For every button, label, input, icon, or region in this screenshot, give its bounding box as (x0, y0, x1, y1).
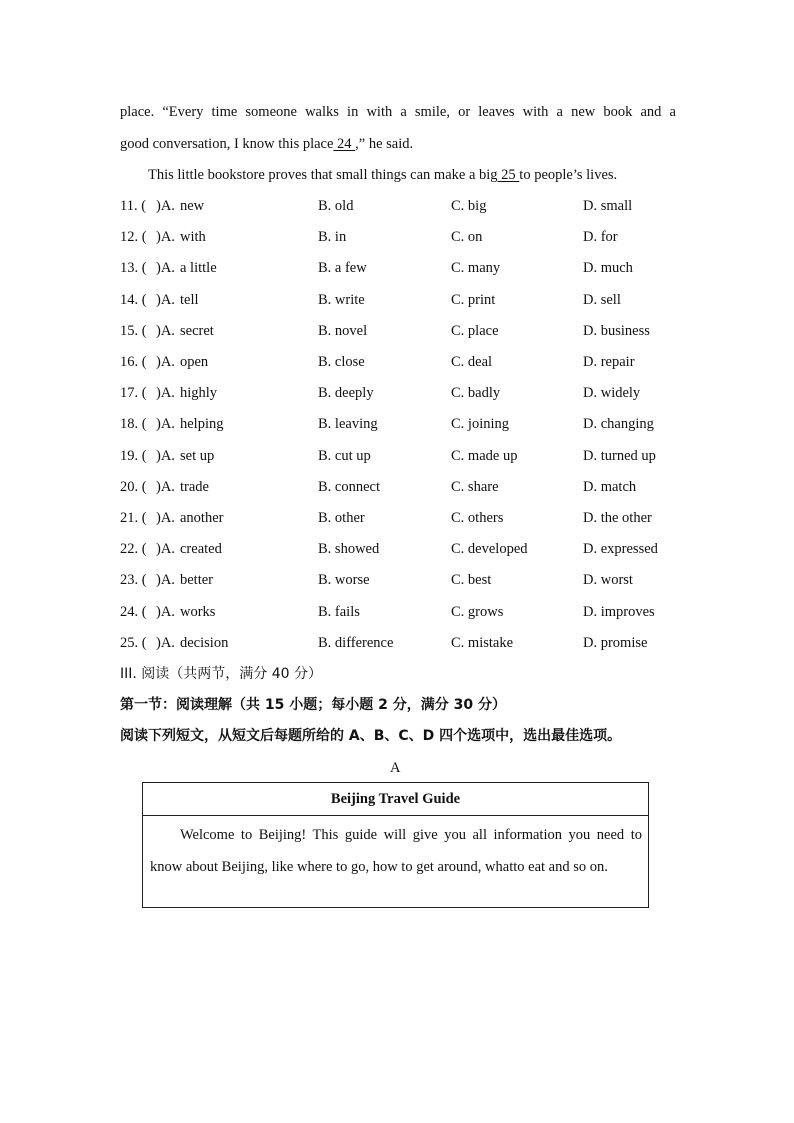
answer-paren: )A. (156, 634, 175, 651)
answer-paren: )A. (156, 478, 175, 495)
option-a: created (180, 541, 222, 558)
question-row (120, 477, 680, 497)
section-title: III. 阅读（共两节，满分 40 分） (120, 666, 323, 682)
question-row (120, 633, 680, 653)
question-row (120, 570, 680, 590)
passage-line-3-end: to people’s lives. (519, 167, 618, 183)
question-number: 18. ( (120, 416, 147, 433)
answer-paren: )A. (156, 416, 175, 433)
option-b: B. leaving (318, 416, 378, 433)
option-d: D. widely (583, 385, 641, 402)
travel-guide-title: Beijing Travel Guide (143, 783, 648, 816)
question-row (120, 446, 680, 466)
option-c: C. made up (451, 447, 518, 464)
option-b: B. write (318, 291, 365, 308)
option-d: D. repair (583, 354, 635, 370)
section-instruction: 阅读下列短文，从短文后每题所给的 A、B、C、D 四个选项中，选出最佳选项。 (120, 728, 622, 744)
option-c: C. joining (451, 416, 510, 433)
option-a: secret (180, 322, 214, 339)
answer-paren: )A. (156, 354, 175, 370)
option-c: C. others (451, 510, 504, 526)
option-a: tell (180, 291, 199, 308)
option-d: D. promise (583, 634, 648, 651)
question-row (120, 196, 680, 216)
option-c: C. badly (451, 385, 501, 402)
question-number: 15. ( (120, 322, 147, 339)
option-d: D. much (583, 260, 633, 277)
option-b: B. a few (318, 260, 367, 277)
question-number: 24. ( (120, 603, 147, 620)
question-row (120, 414, 680, 434)
option-b: B. other (318, 510, 365, 526)
option-d: D. business (583, 322, 650, 339)
answer-paren: )A. (156, 447, 175, 464)
answer-paren: )A. (156, 541, 175, 558)
question-row (120, 352, 680, 372)
question-row (120, 290, 680, 310)
option-b: B. connect (318, 478, 381, 495)
question-row (120, 539, 680, 559)
option-a: works (180, 603, 216, 620)
option-b: B. showed (318, 541, 380, 558)
question-number: 16. ( (120, 354, 147, 370)
option-c: C. grows (451, 603, 504, 620)
option-a: new (180, 198, 205, 214)
answer-paren: )A. (156, 260, 175, 277)
option-c: C. deal (451, 354, 493, 370)
option-b: B. worse (318, 572, 370, 589)
option-c: C. share (451, 478, 499, 495)
option-c: C. best (451, 572, 492, 589)
option-c: C. mistake (451, 634, 514, 651)
question-row (120, 258, 680, 278)
option-a: another (180, 510, 224, 526)
option-a: decision (180, 634, 229, 651)
passage-line-2-end: ,” he said. (355, 136, 414, 152)
option-b: B. difference (318, 634, 394, 651)
question-row (120, 383, 680, 403)
option-b: B. cut up (318, 447, 371, 464)
question-row (120, 508, 680, 528)
answer-paren: )A. (156, 229, 175, 246)
answer-paren: )A. (156, 603, 175, 620)
passage-line-2 (120, 134, 676, 154)
question-row (120, 227, 680, 247)
option-d: D. expressed (583, 541, 658, 558)
answer-paren: )A. (156, 198, 175, 214)
option-b: B. novel (318, 322, 368, 339)
option-a: set up (180, 447, 215, 464)
travel-guide-box (142, 782, 649, 908)
option-c: C. big (451, 198, 487, 214)
option-c: C. many (451, 260, 501, 277)
question-number: 21. ( (120, 510, 147, 526)
option-a: highly (180, 385, 218, 402)
option-a: trade (180, 478, 209, 495)
passage-line-1: place. “Every time someone walks in with a smile, or leaves with a new book and a (120, 104, 676, 120)
option-d: D. match (583, 478, 637, 495)
option-d: D. sell (583, 291, 621, 308)
option-d: D. small (583, 198, 633, 214)
option-a: a little (180, 260, 217, 277)
question-number: 20. ( (120, 478, 147, 495)
question-number: 12. ( (120, 229, 147, 246)
option-c: C. developed (451, 541, 528, 558)
question-number: 22. ( (120, 541, 147, 558)
option-c: C. on (451, 229, 483, 246)
option-d: D. turned up (583, 447, 656, 464)
option-b: B. close (318, 354, 365, 370)
option-d: D. changing (583, 416, 654, 433)
passage-line-2-start: good conversation, I know this place (120, 136, 334, 152)
question-number: 14. ( (120, 291, 147, 308)
question-number: 23. ( (120, 572, 147, 589)
option-b: B. deeply (318, 385, 374, 402)
option-c: C. place (451, 322, 499, 339)
option-b: B. old (318, 198, 354, 214)
option-b: B. fails (318, 603, 360, 620)
travel-guide-body: Welcome to Beijing! This guide will give you all information you need to know about Beijing, like where to go, how to get around, whatto eat and so on. (150, 827, 642, 875)
question-number: 13. ( (120, 260, 147, 277)
option-b: B. in (318, 229, 347, 246)
answer-paren: )A. (156, 322, 175, 339)
option-d: D. improves (583, 603, 655, 620)
passage-letter: A (390, 760, 401, 776)
option-d: D. worst (583, 572, 633, 589)
question-number: 11. ( (120, 198, 147, 214)
option-d: D. for (583, 229, 618, 246)
option-a: better (180, 572, 214, 589)
blank-25: 25 (497, 167, 520, 183)
option-a: with (180, 229, 206, 246)
option-d: D. the other (583, 510, 652, 526)
question-row (120, 602, 680, 622)
question-row (120, 321, 680, 341)
blank-24: 24 (333, 136, 356, 152)
passage-line-3-start: This little bookstore proves that small things can make a big (148, 167, 498, 183)
answer-paren: )A. (156, 385, 175, 402)
answer-paren: )A. (156, 291, 175, 308)
question-number: 25. ( (120, 634, 147, 651)
option-c: C. print (451, 291, 496, 308)
passage-line-3 (148, 165, 668, 185)
answer-paren: )A. (156, 510, 175, 526)
option-a: open (180, 354, 209, 370)
answer-paren: )A. (156, 572, 175, 589)
option-a: helping (180, 416, 224, 433)
question-number: 19. ( (120, 447, 147, 464)
section-subtitle: 第一节：阅读理解（共 15 小题；每小题 2 分，满分 30 分） (120, 697, 506, 713)
question-number: 17. ( (120, 385, 147, 402)
